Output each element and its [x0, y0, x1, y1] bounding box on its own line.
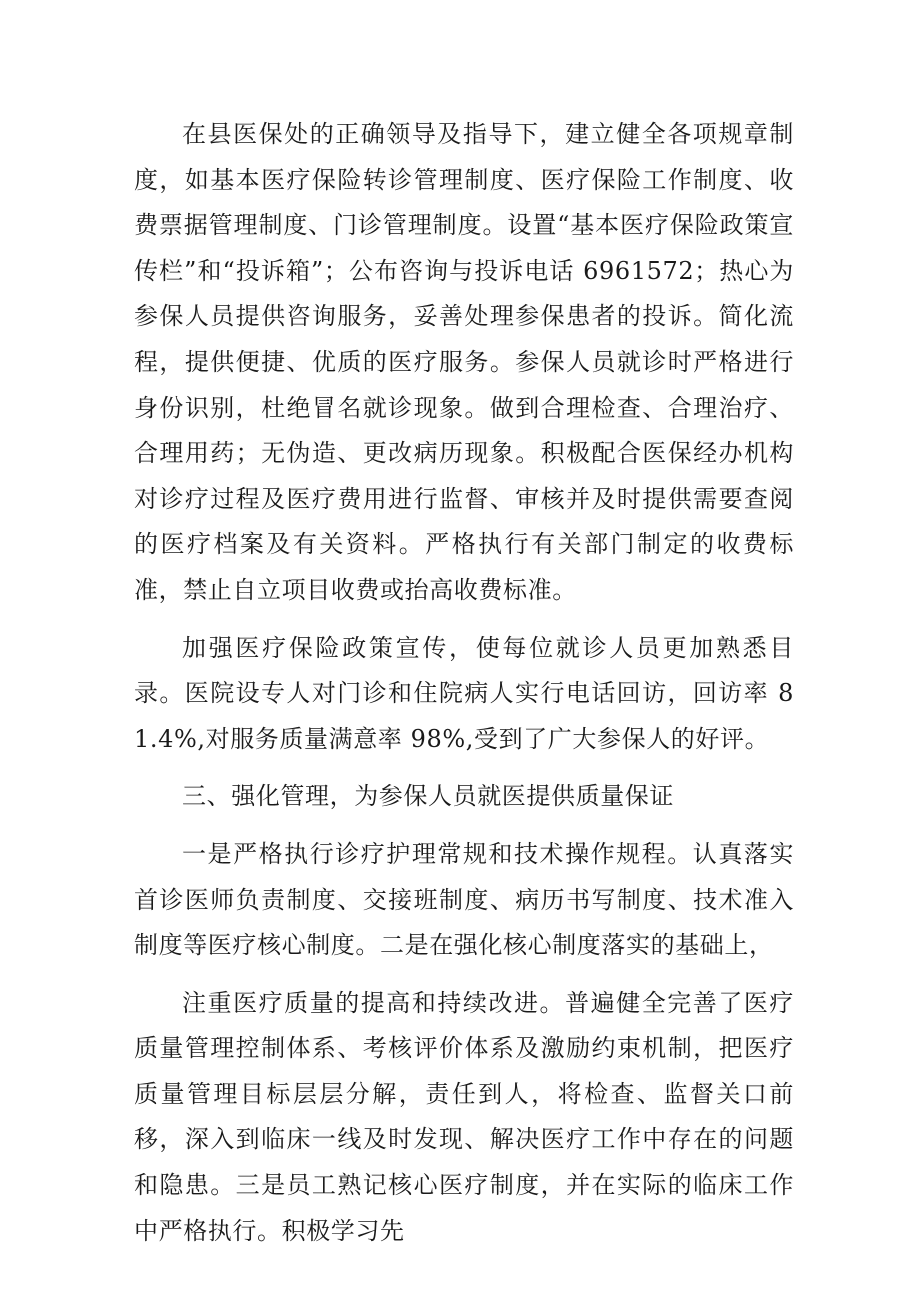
section-heading-management: 三、强化管理，为参保人员就医提供质量保证: [182, 782, 674, 811]
document-body: [134, 112, 794, 1266]
paragraph-rules-system: 在县医保处的正确领导及指导下，建立健全各项规章制度，如基本医疗保险转诊管理制度、医疗保险工作制度、收费票据管理制度、门诊管理制度。设置“基本医疗保险政策宣传栏”和“投诉箱”；公布咨询与投诉电话 6961572；热心为参保人员提供咨询服务，妥善处理参保患者的投诉。简化流程，提供便捷、优质的医疗服务。参保人员就诊时严格进行身份识别，杜绝冒名就诊现象。做到合理检查、合理治疗、合理用药；无伪造、更改病历现象。积极配合医保经办机构对诊疗过程及医疗费用进行监督、审核并及时提供需要查阅的医疗档案及有关资料。严格执行有关部门制定的收费标准，禁止自立项目收费或抬高收费标准。: [134, 120, 794, 604]
paragraph-quality-improvement: 注重医疗质量的提高和持续改进。普遍健全完善了医疗质量管理控制体系、考核评价体系及激励约束机制，把医疗质量管理目标层层分解，责任到人，将检查、监督关口前移，深入到临床一线及时发现、解决医疗工作中存在的问题和隐患。三是员工熟记核心医疗制度，并在实际的临床工作中严格执行。积极学习先: [134, 988, 794, 1245]
paragraph-policy-publicity: 加强医疗保险政策宣传，使每位就诊人员更加熟悉目录。医院设专人对门诊和住院病人实行电话回访，回访率 81.4%,对服务质量满意率 98%,受到了广大参保人的好评。: [134, 633, 794, 753]
paragraph-diagnosis-norms: 一是严格执行诊疗护理常规和技术操作规程。认真落实首诊医师负责制度、交接班制度、病历书写制度、技术准入制度等医疗核心制度。二是在强化核心制度落实的基础上，: [134, 839, 794, 960]
